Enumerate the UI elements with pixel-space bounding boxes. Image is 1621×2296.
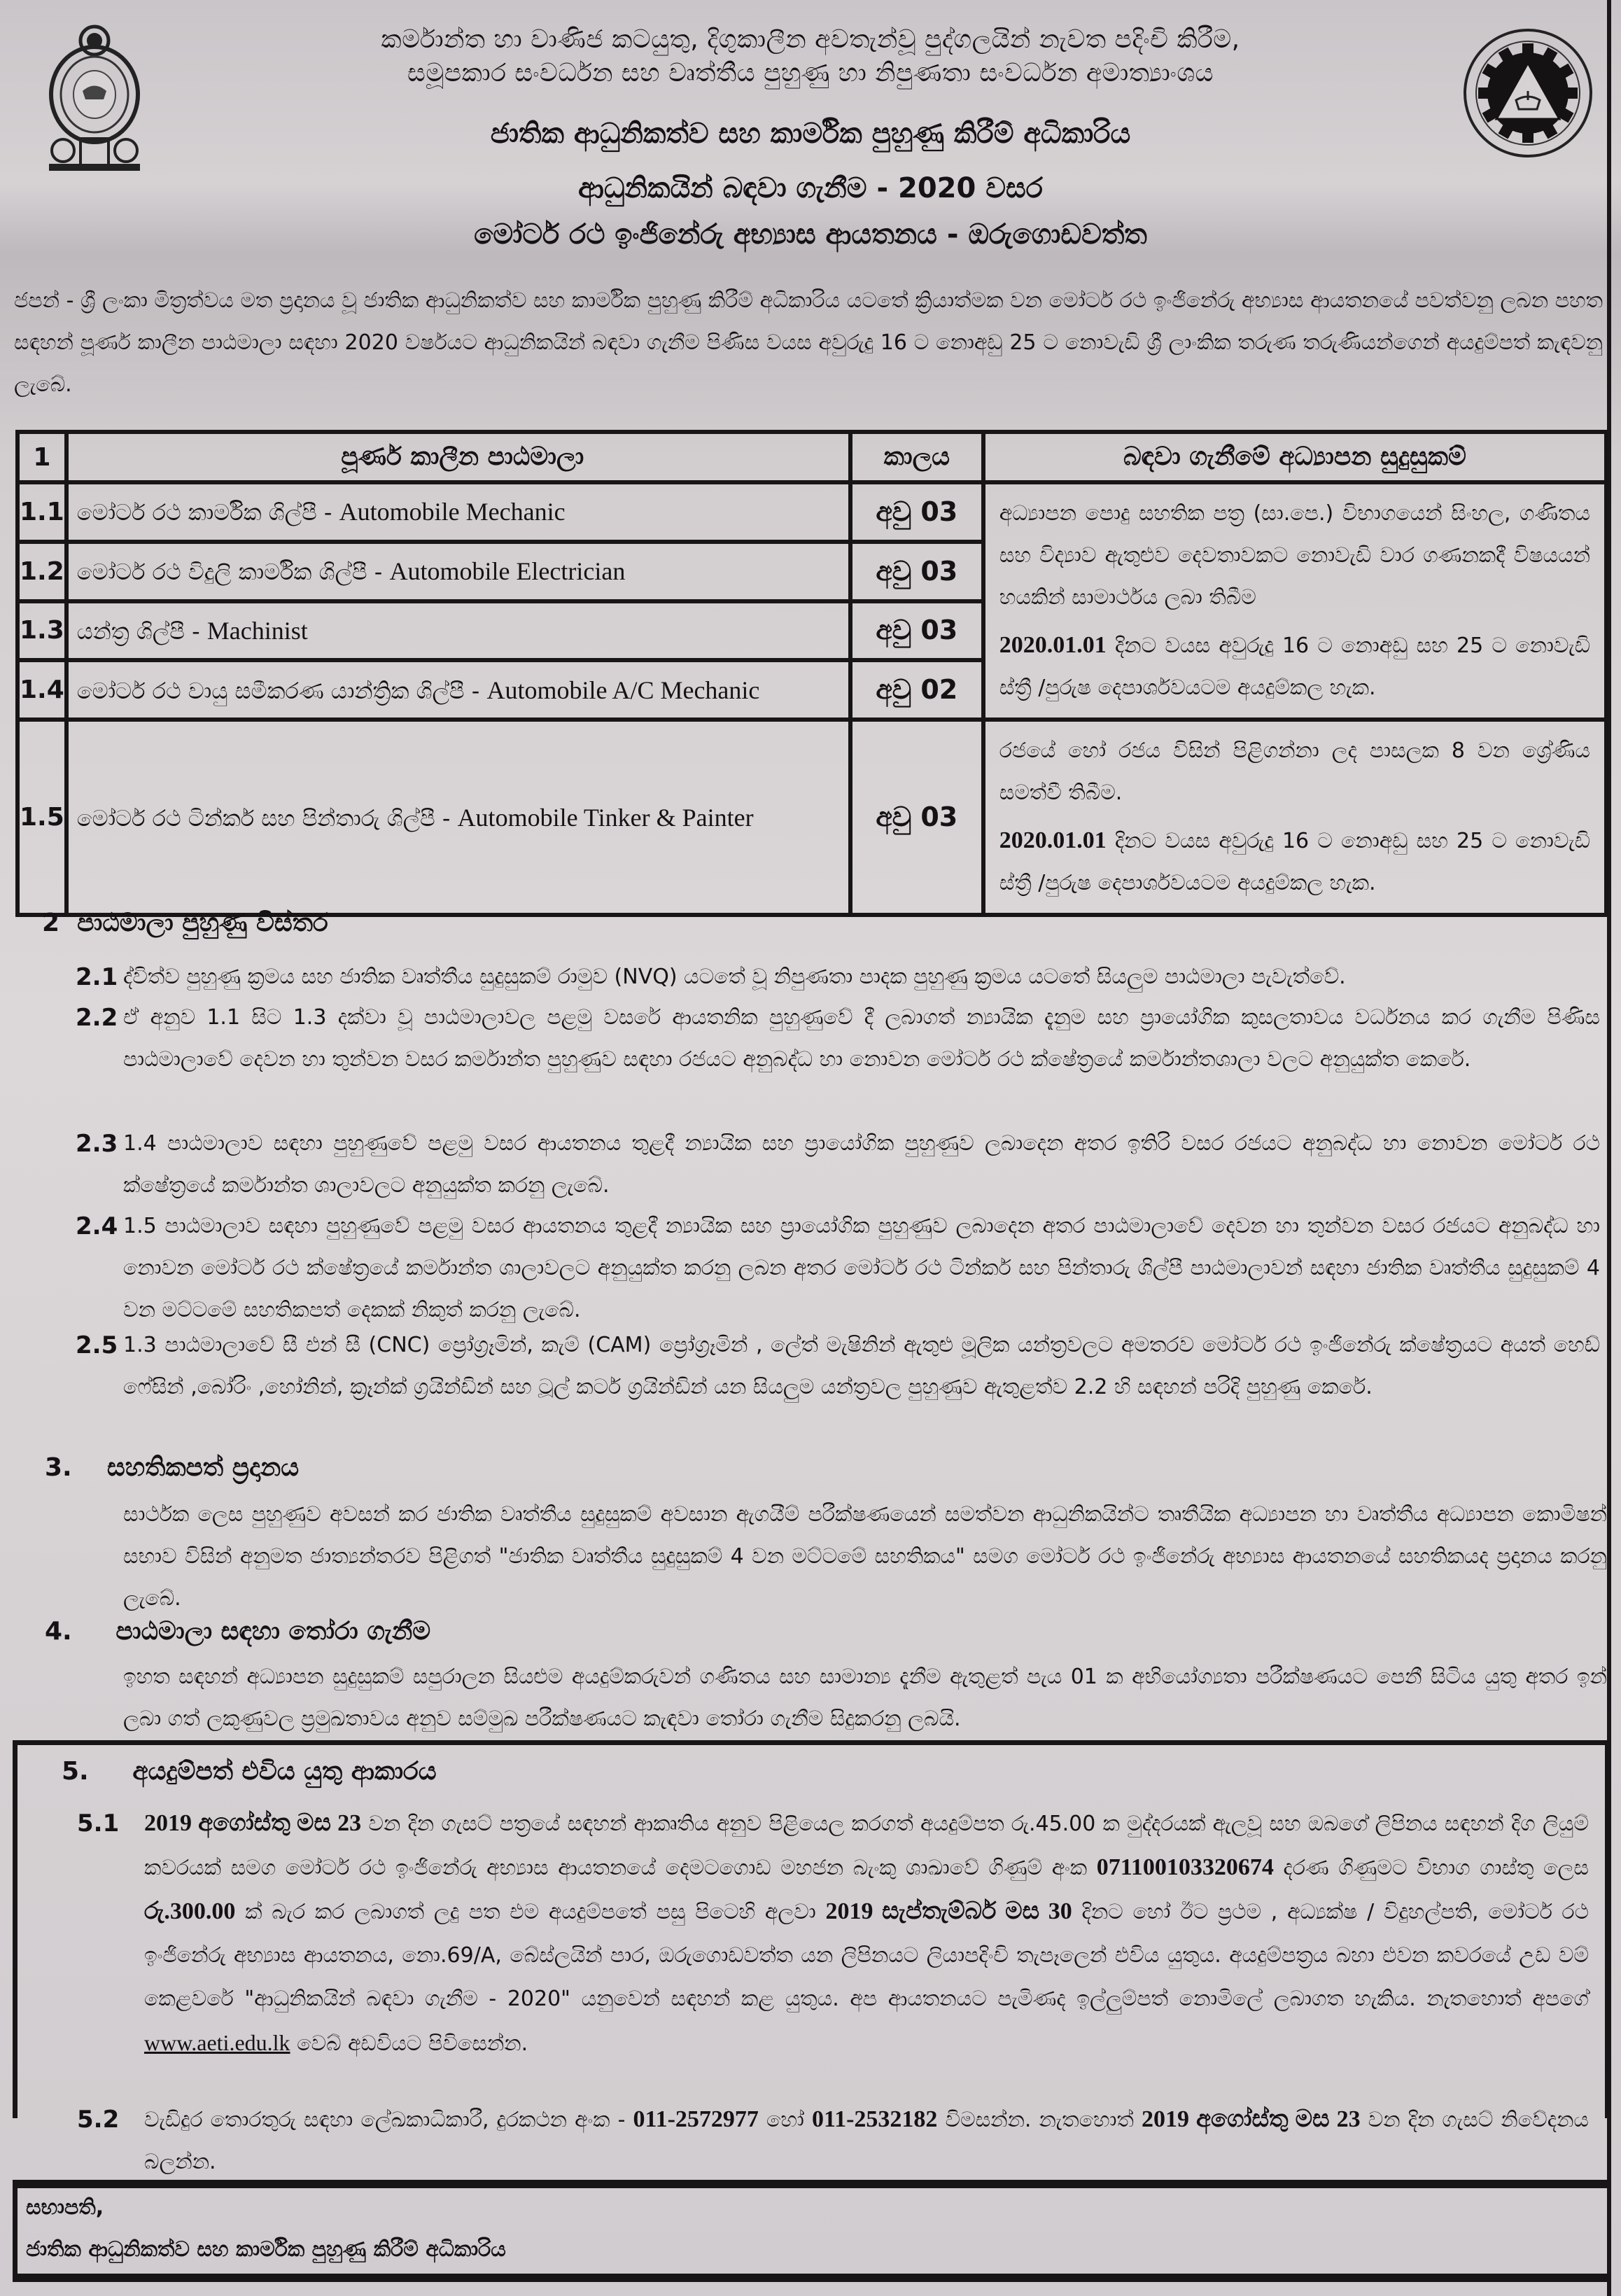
row-course: [66, 720, 850, 915]
section-2-5: [76, 1324, 1600, 1408]
section-number: 5.: [62, 1757, 89, 1786]
course-name-en: Automobile Tinker & Painter: [457, 803, 754, 832]
website-link[interactable]: www.aeti.edu.lk: [144, 2030, 290, 2055]
row-num: 1.1: [17, 482, 66, 542]
item-text: ද්විත්ව පුහුණු ක්‍රමය සහ ජාතික වෘත්තීය සුදුසුකම් රාමුව (NVQ) යටතේ වූ නිපුණතා පාදක පුහුණු ක්‍රමය යටතේ සියලුම පාඨමාලා පැවැත්වේ.: [123, 965, 1346, 989]
row-num: 1.4: [17, 660, 66, 720]
section-title: පාඨමාලා පුහුණු විස්තර: [77, 909, 328, 937]
course-name-si: මෝටර් රථ කාර්මික ශිල්පී: [76, 499, 317, 526]
course-name-en: Automobile Electrician: [389, 557, 626, 586]
row-course: [66, 601, 850, 661]
separator: -: [464, 677, 487, 704]
phone-number-2: 011-2532182: [811, 2106, 938, 2132]
separator: -: [367, 559, 390, 586]
item-text: දරණ ගිණුමට විභාග ගාස්තු ලෙස: [1273, 1856, 1589, 1880]
qualification-group-1: [983, 482, 1606, 720]
separator: -: [316, 499, 339, 526]
qualification-exam: අධ්‍යාපන පොදු සහතික පත්‍ර (සා.පෙ.) විභාගයෙන් සිංහල, ගණිතය සහ විද්‍යාව ඇතුළුව දෙවතාවකට නොවැඩි වාර ගණනකදී විෂයයන් හයකින් සාමාර්ථය ලබා තිබීම: [999, 501, 1590, 610]
qualification-age-text: දිනට වයස අවුරුදු 16 ට නොඅඩු සහ 25 ට නොවැඩි ස්ත්‍රී /පුරුෂ දෙපාර්ශවයටම අයදුම්කල හැක.: [999, 634, 1590, 700]
row-duration: අවු 02: [850, 660, 983, 720]
section-title: අයදුම්පත් එවිය යුතු ආකාරය: [132, 1757, 437, 1786]
section-5-heading: [62, 1757, 437, 1786]
exam-fee: රු.300.00: [144, 1898, 236, 1924]
ministry-line-1: කර්මාන්ත හා වාණිජ කටයුතු, දිගුකාලීන අවතැන්වූ පුද්ගලයින් නැවත පදිංචි කිරීම,: [381, 25, 1240, 54]
item-number: 5.2: [77, 2106, 120, 2134]
item-text: දිනට හෝ ඊට ප්‍රථම , අධ්‍යක්ෂ / විදුහල්පති, මෝටර් රථ ඉංජිනේරු අභ්‍යාස ආයතනය, නො.69/A, බේස්ලයින් පාර, ඔරුගොඩවත්ත යන ලිපිනයට ලියාපදිංචි තැපෑලෙන් එවිය යුතුය. අයදුම්පත්‍රය බහා එවන කවරයේ උඩ වම් කෙළවරේ "ආධුනිකයින් බඳවා ගැනීම - 2020" යනුවෙන් සඳහන් කළ යුතුය. අප ආයතනයට පැමිණද ඉල්ලුම්පත් නොමිලේ ලබාගත හැකිය. නැතහොත් අපගේ: [144, 1900, 1589, 2011]
signature-box: [13, 2180, 1610, 2282]
item-number: 2.5: [76, 1331, 118, 1359]
qualification-date: 2020.01.01: [999, 827, 1107, 853]
table-row: [17, 482, 1606, 542]
item-text: 1.3 පාඨමාලාවේ සී එන් සී (CNC) ප්‍රෝග්‍රෑමින්, කැම් (CAM) ප්‍රෝග්‍රෑමින් , ලේත් මැෂිනින් ඇතුළු මූලික යන්ත්‍රවලට අමතරව මෝටර් රථ ඉංජිනේරු ක්ෂේත්‍රයට අයත් හෙඩ් ෆේසින් ,බෝරිං ,හෝනින්, ක්‍රෑන්ක් ග්‍රයින්ඩින් සහ ටූල් කටර් ග්‍රයින්ඩින් යන සියලුම යන්ත්‍රවල පුහුණුව ඇතුළත්ව 2.2 හි සඳහන් පරිදි පුහුණු කෙරේ.: [123, 1333, 1600, 1399]
signature-org: ජාතික ආධුනිකත්ව සහ කාර්මික පුහුණු කිරීම් අධිකාරිය: [26, 2237, 506, 2262]
gazette-date: 2019 අගෝස්තු මස 23: [1141, 2106, 1361, 2132]
intro-paragraph: ජපන් - ශ්‍රී ලංකා මිත්‍රත්වය මත ප්‍රදානය වූ ජාතික ආධුනිකත්ව සහ කාර්මික පුහුණු කිරීම් අධිකාරිය යටතේ ක්‍රියාත්මක වන මෝටර් රථ ඉංජිනේරු අභ්‍යාස ආයතනයේ පවත්වනු ලබන පහත සඳහන් පූර්ණ කාලීන පාඨමාලා සඳහා 2020 වර්ෂයට ආධුනිකයින් බඳවා ගැනීම පිණිස වයස අවුරුදු 16 ට නොඅඩු 25 ට නොවැඩි ශ්‍රී ලාංකික තරුණ තරුණියන්ගෙන් අයදුම්පත් කැඳවනු ලැබේ.: [14, 288, 1603, 397]
signature-title: සභාපති,: [26, 2195, 104, 2220]
item-text: විමසන්න. නැතහොත්: [937, 2108, 1142, 2132]
course-name-si: යන්ත්‍ර ශිල්පී: [76, 617, 185, 645]
section-2-1: [76, 956, 1600, 998]
section-2-2: [76, 997, 1600, 1081]
section-2-3: [76, 1123, 1600, 1207]
separator: -: [184, 617, 207, 645]
item-number: 2.3: [76, 1130, 118, 1158]
gazette-date: 2019 අගෝස්තු මස 23: [144, 1810, 362, 1836]
institute-title: මෝටර් රථ ඉංජිනේරු අභ්‍යාස ආයතනය - ඔරුගොඩවත්ත: [474, 218, 1147, 251]
course-name-en: Automobile A/C Mechanic: [486, 676, 760, 704]
course-name-en: Automobile Mechanic: [339, 498, 566, 526]
item-text: හෝ: [758, 2108, 812, 2132]
row-duration: අවු 03: [850, 542, 983, 601]
item-text: වන දින ගැසට් පත්‍රයේ සඳහන් ආකෘතිය අනුව පිළියෙල කරගත් අයදුම්පත රු.45.00 ක මුද්දරයක් ඇලවූ සහ ඔබගේ ලිපිනය සඳහන් දිග ලියුම් කවරයක් සමග මෝටර් රථ ඉංජිනේරු අභ්‍යාස ආයතනයේ දෙමටගොඩ මහජන බැංකු ශාඛාවේ ගිණුම් අංක: [144, 1812, 1589, 1880]
item-text: වන දින ගැසට් නිවේදනය බලන්න.: [144, 2108, 1590, 2174]
course-name-si: මෝටර් රථ විදුලි කාර්මික ශිල්පී: [76, 559, 367, 586]
ministry-line-2: සමූපකාර සංවර්ධන සහ වෘත්තීය පුහුණු හා නිපුණතා සංවර්ධන අමාත්‍යාංශය: [407, 59, 1214, 88]
row-duration: අවු 03: [850, 720, 983, 915]
header-num: 1: [17, 432, 66, 482]
row-course: [66, 482, 850, 542]
row-duration: අවු 03: [850, 482, 983, 542]
section-2-heading: [42, 909, 328, 938]
course-name-si: මෝටර් රථ වායු සමීකරණ යාන්ත්‍රික ශිල්පී: [76, 677, 465, 704]
section-number: 2: [42, 909, 60, 937]
qualification-age: [999, 624, 1590, 709]
closing-date: 2019 සැප්තැම්බර් මස 30: [825, 1898, 1072, 1924]
section-number: 4.: [45, 1617, 72, 1646]
course-name-en: Machinist: [206, 616, 308, 645]
section-title: පාඨමාලා සඳහා තෝරා ගැනීම: [115, 1617, 431, 1646]
header-course: පූර්ණ කාලීන පාඨමාලා: [66, 432, 850, 482]
section-5-2: [77, 2099, 1590, 2183]
section-4-text: ඉහත සඳහන් අධ්‍යාපන සුදුසුකම් සපුරාලන සියළුම අයදුම්කරුවන් ගණිතය සහ සාමාන්‍ය දැනීම ඇතුළත් පැය 01 ක අභියෝග්‍යතා පරීක්ෂණයට පෙනී සිටිය යුතු අතර ඉන් ලබා ගත් ලකුණුවල ප්‍රමුඛතාවය අනුව සම්මුඛ පරීක්ෂණයට කැඳවා තෝරා ගැනීම සිදුකරනු ලබයි.: [123, 1665, 1607, 1731]
section-title: සහතිකපත් ප්‍රදානය: [106, 1453, 300, 1482]
row-num: 1.2: [17, 542, 66, 601]
section-2-4: [76, 1205, 1600, 1331]
item-text: ඒ අනුව 1.1 සිට 1.3 දක්වා වූ පාඨමාලාවල පළමු වසරේ ආයතනික පුහුණුවේ දී ලබාගත් න්‍යායික දැනුම සහ ප්‍රායෝගික කුසලතාවය වර්ධනය කර ගැනීම පිණිස පාඨමාලාවේ දෙවන හා තුන්වන වසර කර්මාන්ත පුහුණුව සඳහා රජයට අනුබද්ධ හා නොවන මෝටර් රථ ක්ෂේත්‍රයේ කර්මාන්තශාලා වලට අනුයුක්ත කෙරේ.: [123, 1005, 1600, 1072]
course-name-si: මෝටර් රථ ටින්කර් සහ පින්තාරු ශිල්පී: [76, 804, 435, 832]
table-row: [17, 720, 1606, 915]
bank-account-number: 071100103320674: [1096, 1854, 1274, 1880]
item-number: 2.4: [76, 1212, 118, 1240]
section-4-heading: [45, 1617, 430, 1646]
item-text: ක් බැර කර ලබාගත් ලදු පත එම අයදුම්පතේ පසු පිටෙහි අලවා: [235, 1900, 826, 1924]
recruitment-title: ආධුනිකයින් බඳවා ගැනීම - 2020 වසර: [578, 172, 1043, 204]
header-qualification: බඳවා ගැනීමේ අධ්‍යාපන සුදුසුකම්: [983, 432, 1606, 482]
row-course: [66, 542, 850, 601]
qualification-group-2: [983, 720, 1606, 915]
section-3-text: සාර්ථක ලෙස පුහුණුව අවසන් කර ජාතික වෘත්තීය සුදුසුකම් අවසාන ඇගයීම් පරීක්ෂණයෙන් සමත්වන ආධුනිකයින්ට තෘතීයික අධ්‍යාපන හා වෘත්තීය අධ්‍යාපන කොමිෂන් සභාව විසින් අනුමත ජාත්‍යන්තරව පිළිගත් "ජාතික වෘත්තීය සුදුසුකම් 4 වන මට්ටමේ සහතිකය" සමග මෝටර් රථ ඉංජිනේරු අභ්‍යාස ආයතනයේ සහතිකයද ප්‍රදානය කරනු ලැබේ.: [123, 1502, 1607, 1611]
row-course: [66, 660, 850, 720]
row-num: 1.5: [17, 720, 66, 915]
item-number: 5.1: [77, 1809, 120, 1837]
item-text: 1.4 පාඨමාලාව සඳහා පුහුණුවේ පළමු වසර ආයතනය තුළදී න්‍යායික සහ ප්‍රායෝගික පුහුණුව ලබාදෙන අතර ඉතිරි වසර රජයට අනුබද්ධ හා නොවන මෝටර් රථ ක්ෂේත්‍රයේ කර්මාන්ත ශාලාවලට අනුයුක්ත කරනු ලැබේ.: [123, 1131, 1600, 1198]
item-number: 2.2: [76, 1004, 118, 1032]
item-text: 1.5 පාඨමාලාව සඳහා පුහුණුවේ පළමු වසර ආයතනය තුළදී න්‍යායික සහ ප්‍රායෝගික පුහුණුව ලබාදෙන අතර පාඨමාලාවේ දෙවන හා තුන්වන වසර රජයට අනුබද්ධ හා නොවන මෝටර් රථ ක්ෂේත්‍රයේ කර්මාන්ත ශාලාවලට අනුයුක්ත කරනු ලබන අතර මෝටර් රථ ටින්කර් සහ පින්තාරු ශිල්පී පාඨමාලාවන් සඳහා ජාතික වෘත්තීය සුදුසුකම් 4 වන මට්ටමේ සහතිකපත් දෙකක් නිකුත් කරනු ලැබේ.: [123, 1214, 1600, 1322]
header: [0, 0, 1621, 259]
table-header-row: [17, 432, 1606, 482]
qualification-age: [999, 820, 1590, 904]
row-num: 1.3: [17, 601, 66, 661]
section-5-1: [77, 1802, 1589, 2066]
qualification-school: රජයේ හෝ රජය විසින් පිළිගන්නා ලද පාසලක 8 වන ශ්‍රේණිය සමත්වී තිබීම.: [999, 738, 1590, 805]
section-3-heading: [45, 1453, 299, 1483]
qualification-age-text: දිනට වයස අවුරුදු 16 ට නොඅඩු සහ 25 ට නොවැඩි ස්ත්‍රී /පුරුෂ දෙපාර්ශවයටම අයදුම්කල හැක.: [999, 829, 1590, 895]
header-duration: කාලය: [850, 432, 983, 482]
authority-title: ජාතික ආධුනිකත්ව සහ කාර්මික පුහුණු කිරීම් අධිකාරිය: [490, 118, 1131, 150]
row-duration: අවු 03: [850, 601, 983, 661]
item-number: 2.1: [76, 963, 118, 991]
item-text: වෙබ් අඩවියට පිවිසෙන්න.: [290, 2031, 528, 2056]
phone-number-1: 011-2572977: [633, 2106, 759, 2132]
separator: -: [435, 804, 458, 832]
section-number: 3.: [45, 1453, 72, 1482]
item-text: වැඩිදුර තොරතුරු සඳහා ලේඛකාධිකාරී, දුරකථන අංක -: [144, 2108, 633, 2132]
course-table: [15, 430, 1608, 917]
qualification-date: 2020.01.01: [999, 632, 1107, 658]
